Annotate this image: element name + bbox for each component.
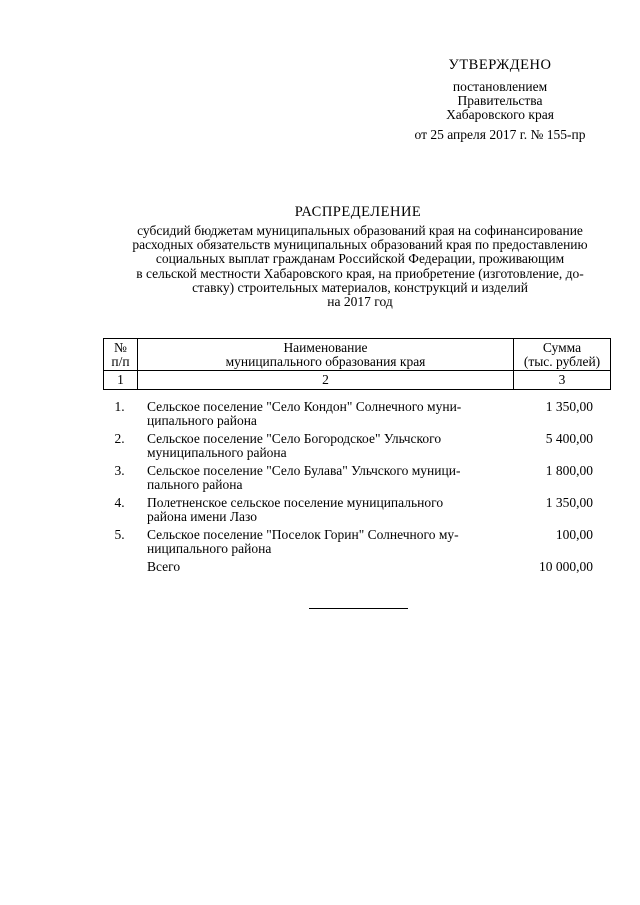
table-row bbox=[103, 528, 611, 560]
row-sum: 1 800,00 bbox=[545, 463, 593, 478]
closing-divider bbox=[309, 608, 408, 609]
row-name-line2: пального района bbox=[147, 477, 243, 492]
header-num-line2: п/п bbox=[111, 353, 130, 369]
subtitle-line: ставку) строительных материалов, конструкций и изделий bbox=[192, 279, 528, 295]
approval-line-2: Правительства bbox=[457, 93, 543, 108]
approval-date: от 25 апреля 2017 г. № 155-пр bbox=[414, 127, 586, 142]
row-name-line1: Сельское поселение "Поселок Горин" Солнечного му- bbox=[147, 527, 459, 542]
column-number: 3 bbox=[514, 371, 611, 390]
total-sum: 10 000,00 bbox=[539, 559, 593, 574]
document-title: РАСПРЕДЕЛЕНИЕ bbox=[294, 204, 422, 220]
header-name bbox=[138, 339, 514, 371]
approval-line-3: Хабаровского края bbox=[446, 107, 554, 122]
row-number: 2. bbox=[114, 431, 125, 446]
row-number: 1. bbox=[114, 399, 125, 414]
table-row bbox=[103, 400, 611, 432]
table-row bbox=[103, 432, 611, 464]
row-sum: 5 400,00 bbox=[545, 431, 593, 446]
row-name bbox=[147, 528, 509, 556]
row-name-line1: Сельское поселение "Село Богородское" Ульчского bbox=[147, 431, 442, 446]
row-name bbox=[147, 496, 509, 524]
table-row bbox=[103, 464, 611, 496]
header-name-line2: муниципального образования края bbox=[225, 353, 426, 369]
row-name bbox=[147, 400, 509, 428]
subtitle-line: на 2017 год bbox=[327, 294, 393, 310]
row-sum: 1 350,00 bbox=[545, 495, 593, 510]
document-subtitle bbox=[100, 224, 620, 309]
header-num-line1: № bbox=[114, 339, 127, 355]
approval-line-1: постановлением bbox=[452, 79, 548, 94]
header-sum-line2: (тыс. рублей) bbox=[523, 353, 601, 369]
column-number-row bbox=[104, 371, 611, 390]
subtitle-line: расходных обязательств муниципальных образований края по предоставлению bbox=[132, 237, 588, 253]
row-sum: 1 350,00 bbox=[545, 399, 593, 414]
row-name-line1: Сельское поселение "Село Булава" Ульчского муници- bbox=[147, 463, 461, 478]
row-number: 4. bbox=[114, 495, 125, 510]
approval-block bbox=[380, 58, 620, 142]
row-name bbox=[147, 464, 509, 492]
subtitle-line: в сельской местности Хабаровского края, на приобретение (изготовление, до- bbox=[136, 265, 584, 281]
table-body bbox=[103, 400, 611, 580]
column-number: 1 bbox=[104, 371, 138, 390]
row-name-line2: ниципального района bbox=[147, 541, 272, 556]
total-label: Всего bbox=[147, 559, 181, 574]
header-row bbox=[104, 339, 611, 371]
row-name-line2: муниципального района bbox=[147, 445, 287, 460]
subtitle-line: социальных выплат гражданам Российской Федерации, проживающим bbox=[155, 251, 565, 267]
total-row bbox=[103, 560, 611, 580]
header-num bbox=[104, 339, 138, 371]
row-number: 5. bbox=[114, 527, 125, 542]
row-name-line1: Сельское поселение "Село Кондон" Солнечного муни- bbox=[147, 399, 462, 414]
distribution-table-header bbox=[103, 338, 611, 390]
row-name-line1: Полетненское сельское поселение муниципального bbox=[147, 495, 444, 510]
row-sum: 100,00 bbox=[555, 527, 593, 542]
row-name-line2: района имени Лазо bbox=[147, 509, 258, 524]
header-sum bbox=[514, 339, 611, 371]
row-number: 3. bbox=[114, 463, 125, 478]
column-number: 2 bbox=[138, 371, 514, 390]
header-sum-line1: Сумма bbox=[542, 339, 582, 355]
row-name bbox=[147, 432, 509, 460]
subtitle-line: субсидий бюджетам муниципальных образований края на софинансирование bbox=[137, 223, 583, 238]
approval-heading: УТВЕРЖДЕНО bbox=[448, 57, 552, 73]
row-name-line2: ципального района bbox=[147, 413, 257, 428]
table-row bbox=[103, 496, 611, 528]
header-name-line1: Наименование bbox=[283, 339, 368, 355]
